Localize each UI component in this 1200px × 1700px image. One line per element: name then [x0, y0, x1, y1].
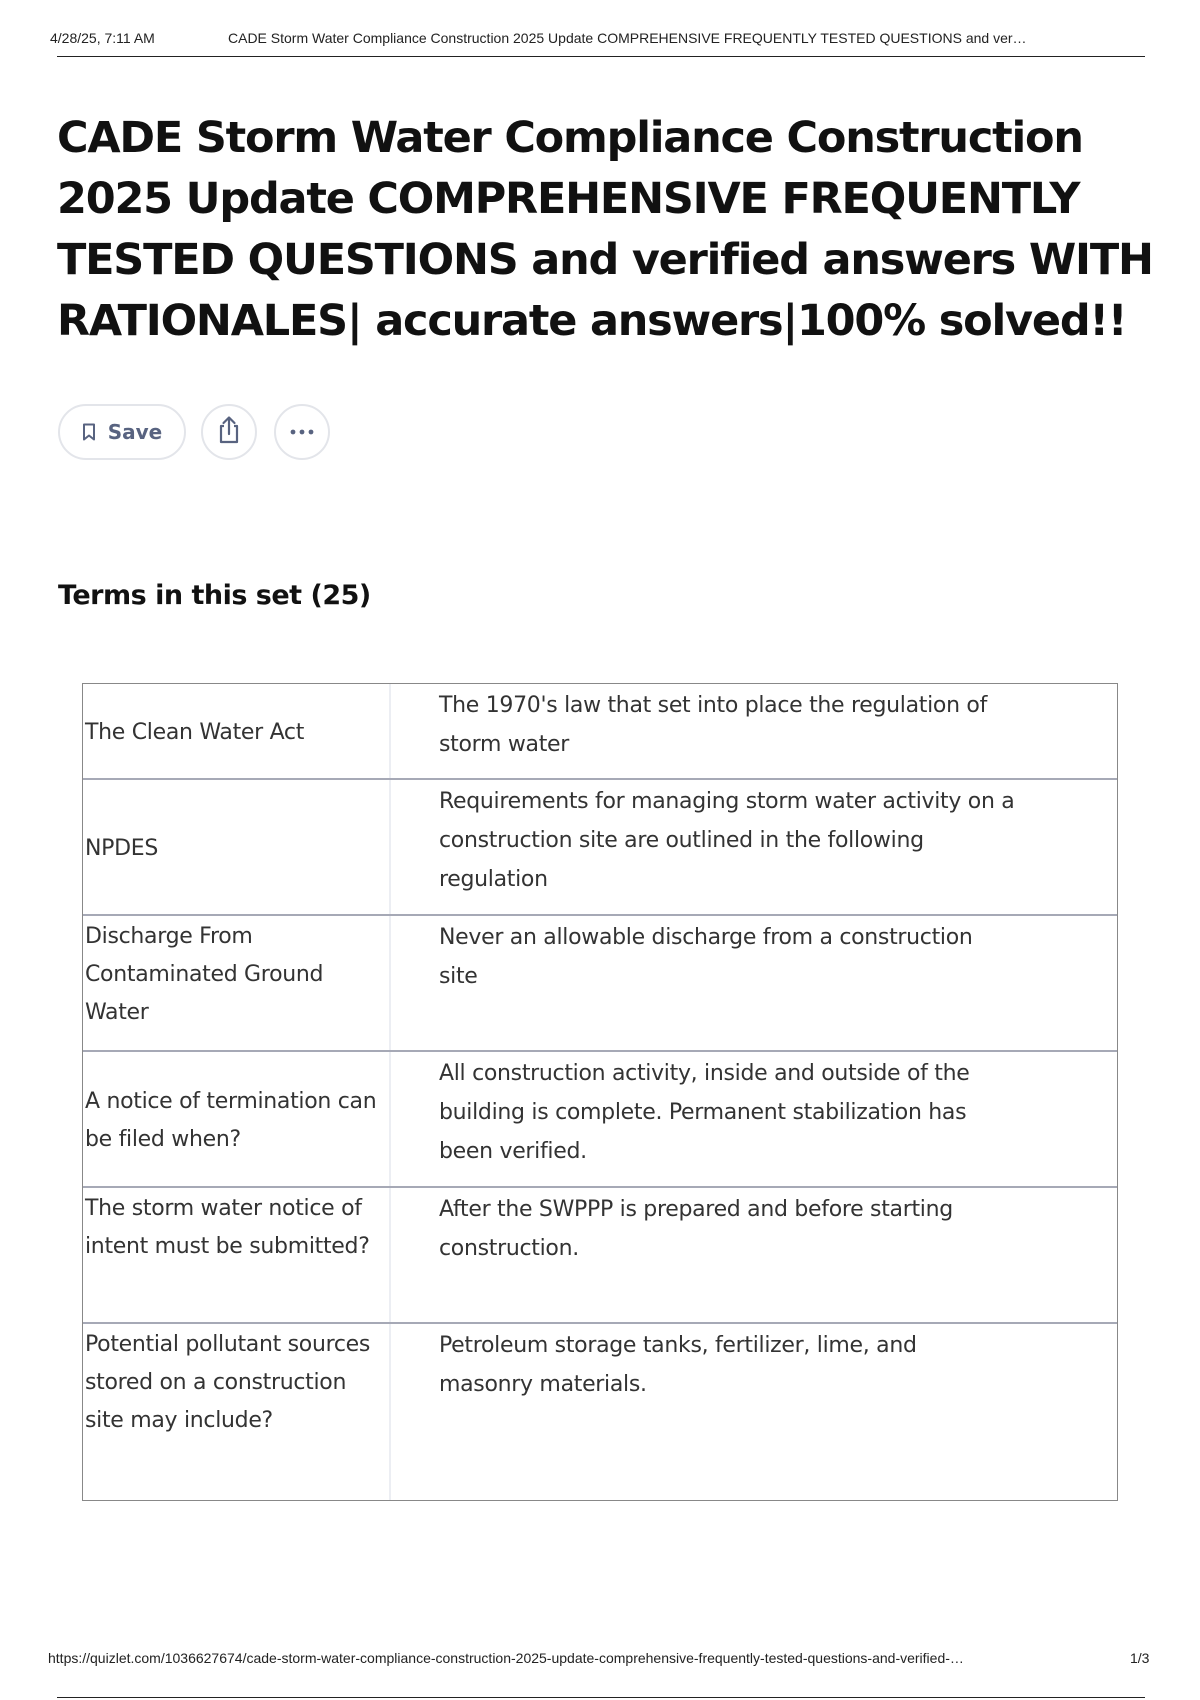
term-row [83, 1052, 1117, 1188]
terms-count-heading: Terms in this set (25) [58, 580, 371, 611]
term-row [83, 684, 1117, 780]
definition-text: Requirements for managing storm water activity on a construction site are outlined in the following regulation [439, 789, 1015, 892]
term-row [83, 916, 1117, 1052]
term-text: Potential pollutant sources stored on a construction site may include? [83, 1324, 391, 1500]
definition-text: The 1970's law that set into place the regulation of storm water [439, 693, 988, 757]
print-header [50, 28, 1150, 50]
term-row [83, 780, 1117, 916]
header-divider [57, 56, 1145, 57]
share-icon [215, 415, 243, 450]
definition-text: Never an allowable discharge from a construction site [439, 925, 973, 989]
page-url: https://quizlet.com/1036627674/cade-storm-water-compliance-construction-2025-update-comprehensive-frequently-tested-questions-and-verified-… [48, 1650, 964, 1666]
term-text: NPDES [83, 780, 391, 914]
term-text: The storm water notice of intent must be submitted? [83, 1188, 391, 1322]
term-row [83, 1188, 1117, 1324]
definition-text: Petroleum storage tanks, fertilizer, lime, and masonry materials. [439, 1333, 917, 1397]
term-text: A notice of termination can be filed when? [83, 1052, 391, 1186]
terms-table [82, 683, 1118, 1501]
definition-text: All construction activity, inside and outside of the building is complete. Permanent stabilization has been verified. [439, 1061, 970, 1164]
page-number: 1/3 [1130, 1650, 1150, 1666]
more-icon [289, 423, 315, 441]
page-title: CADE Storm Water Compliance Construction 2025 Update COMPREHENSIVE FREQUENTLY TESTED QUESTIONS and verified answers WITH RATIONALES| accurate answers|100% solved!! [57, 113, 1153, 346]
term-text: Discharge From Contaminated Ground Water [83, 916, 391, 1050]
footer-divider [57, 1697, 1145, 1698]
bookmark-icon [82, 423, 96, 441]
save-button[interactable] [58, 404, 186, 460]
term-text: The Clean Water Act [83, 684, 391, 778]
definition-text: After the SWPPP is prepared and before starting construction. [439, 1197, 953, 1261]
share-button[interactable] [201, 404, 257, 460]
more-options-button[interactable] [274, 404, 330, 460]
term-row [83, 1324, 1117, 1500]
print-doc-title: CADE Storm Water Compliance Construction 2025 Update COMPREHENSIVE FREQUENTLY TESTED QUESTIONS and ver… [228, 30, 1027, 46]
save-button-label: Save [107, 420, 163, 444]
print-date: 4/28/25, 7:11 AM [50, 30, 155, 46]
